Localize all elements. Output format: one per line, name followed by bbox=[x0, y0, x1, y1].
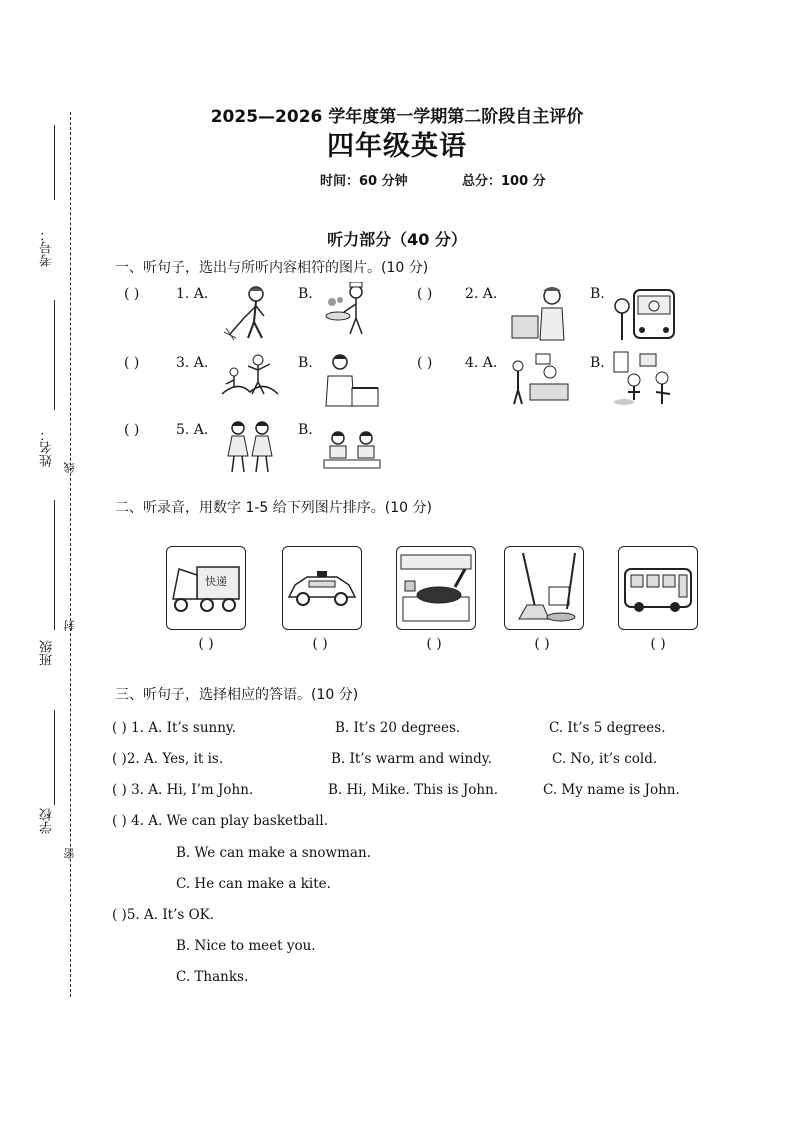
part2-answer-1[interactable]: ( ) bbox=[198, 636, 214, 652]
q1-answer-bracket[interactable]: ( ) bbox=[124, 286, 140, 302]
q3-5-option-c: C. Thanks. bbox=[176, 969, 249, 985]
part2-answer-3[interactable]: ( ) bbox=[426, 636, 442, 652]
exam-subtitle: 2025—2026 学年度第一学期第二阶段自主评价 bbox=[210, 107, 584, 127]
q4-label: 4. A. bbox=[465, 355, 498, 371]
express-text: 快递 bbox=[205, 575, 227, 588]
q3-1-lead: ( ) 1. A. It’s sunny. bbox=[112, 720, 237, 736]
q1-label: 1. A. bbox=[176, 286, 209, 302]
q2a-picture bbox=[508, 282, 570, 342]
q3-label: 3. A. bbox=[176, 355, 209, 371]
name-label: 姓名： bbox=[40, 428, 55, 467]
q4-option-b-label: B. bbox=[590, 355, 605, 371]
school-line bbox=[54, 710, 55, 805]
part2-title: 二、听录音，用数字 1-5 给下列图片排序。(10 分) bbox=[115, 500, 432, 516]
part2-picture-2 bbox=[282, 546, 362, 630]
listening-heading: 听力部分（40 分） bbox=[327, 230, 467, 249]
part1-title: 一、听句子，选出与所听内容相符的图片。(10 分) bbox=[115, 260, 429, 276]
q5b-picture bbox=[320, 428, 386, 472]
school-label: 学校 bbox=[40, 808, 55, 834]
q3-3-option-c: C. My name is John. bbox=[543, 782, 680, 798]
class-line bbox=[54, 500, 55, 630]
q4b-picture bbox=[610, 350, 678, 408]
q5-answer-bracket[interactable]: ( ) bbox=[124, 422, 140, 438]
q5-option-b-label: B. bbox=[298, 422, 313, 438]
q4a-picture bbox=[506, 350, 572, 406]
part2-picture-3 bbox=[396, 546, 476, 630]
q2-option-b-label: B. bbox=[590, 286, 605, 302]
q1a-picture bbox=[218, 282, 280, 342]
q2b-picture bbox=[612, 284, 676, 342]
q5a-picture bbox=[220, 418, 280, 476]
margin-line-mark: 线 bbox=[63, 462, 76, 473]
q3-5-lead: ( )5. A. It’s OK. bbox=[112, 907, 215, 923]
q3-answer-bracket[interactable]: ( ) bbox=[124, 355, 140, 371]
exam-time: 时间：60 分钟 bbox=[320, 174, 408, 189]
class-label: 班级 bbox=[40, 640, 55, 666]
q1-option-b-label: B. bbox=[298, 286, 313, 302]
q5-label: 5. A. bbox=[176, 422, 209, 438]
part3-title: 三、听句子，选择相应的答语。(10 分) bbox=[115, 687, 359, 703]
q3-2-option-c: C. No, it’s cold. bbox=[552, 751, 658, 767]
q3-4-lead: ( ) 4. A. We can play basketball. bbox=[112, 813, 329, 829]
q3-4-option-b: B. We can make a snowman. bbox=[176, 845, 371, 861]
part2-answer-2[interactable]: ( ) bbox=[312, 636, 328, 652]
margin-fold-mark: 密 bbox=[63, 848, 76, 859]
q3-1-option-c: C. It’s 5 degrees. bbox=[549, 720, 666, 736]
q1b-picture bbox=[322, 282, 378, 340]
part2-picture-1 bbox=[166, 546, 246, 630]
exam-no-label: 考号： bbox=[40, 228, 55, 267]
exam-total-score: 总分：100 分 bbox=[462, 174, 546, 189]
part2-picture-5 bbox=[618, 546, 698, 630]
part2-answer-4[interactable]: ( ) bbox=[534, 636, 550, 652]
q3-option-b-label: B. bbox=[298, 355, 313, 371]
q3-1-option-b: B. It’s 20 degrees. bbox=[335, 720, 461, 736]
q3-5-option-b: B. Nice to meet you. bbox=[176, 938, 316, 954]
q3b-picture bbox=[322, 350, 380, 408]
q3-2-lead: ( )2. A. Yes, it is. bbox=[112, 751, 224, 767]
q3-4-option-c: C. He can make a kite. bbox=[176, 876, 331, 892]
q2-answer-bracket[interactable]: ( ) bbox=[417, 286, 433, 302]
q3-3-option-b: B. Hi, Mike. This is John. bbox=[328, 782, 499, 798]
exam-title: 四年级英语 bbox=[327, 131, 467, 162]
q3-2-option-b: B. It’s warm and windy. bbox=[331, 751, 492, 767]
q3-3-lead: ( ) 3. A. Hi, I’m John. bbox=[112, 782, 254, 798]
q3a-picture bbox=[218, 350, 282, 406]
part2-answer-5[interactable]: ( ) bbox=[650, 636, 666, 652]
q2-label: 2. A. bbox=[465, 286, 498, 302]
margin-seal-mark: 封 bbox=[63, 620, 76, 631]
name-line bbox=[54, 300, 55, 410]
q4-answer-bracket[interactable]: ( ) bbox=[417, 355, 433, 371]
part2-picture-4 bbox=[504, 546, 584, 630]
